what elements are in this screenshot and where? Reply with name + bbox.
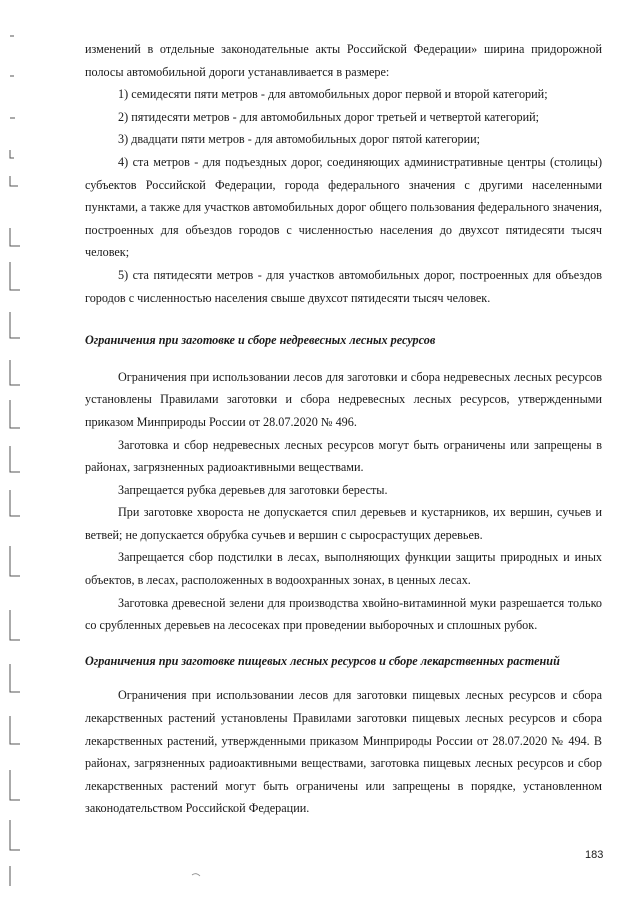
list-item: 3) двадцати пяти метров - для автомобильных дорог пятой категории; bbox=[118, 132, 481, 147]
binding-margin-marks bbox=[0, 0, 40, 905]
section-heading-food-resources: Ограничения при заготовке пищевых лесных ресурсов и сборе лекарственных растений bbox=[85, 653, 560, 668]
list-item: 4) ста метров - для подъездных дорог, соединяющих административные центры (столицы) субъектов Российской Федерации, города федерального значения с другими населенными пунктами, а также для участков автомобильных дорог общего пользования федерального значения, построенных для объездов городов с численностью населения до двухсот пятидесяти тысяч человек; bbox=[85, 154, 602, 260]
paragraph: Ограничения при использовании лесов для заготовки и сбора недревесных лесных ресурсов установлены Правилами заготовки и сбора недревесных лесных ресурсов, утвержденными приказом Минприроды России от 28.07.2020 № 496. bbox=[85, 369, 602, 429]
paragraph: При заготовке хвороста не допускается спил деревьев и кустарников, их вершин, сучьев и ветвей; не допускается обрубка сучьев и вершин с сыросрастущих деревьев. bbox=[85, 505, 602, 542]
paragraph: Заготовка древесной зелени для производства хвойно-витаминной муки разрешается только со срубленных деревьев на лесосеках при проведении выборочных и сплошных рубок. bbox=[85, 595, 602, 633]
paragraph: Заготовка и сбор недревесных лесных ресурсов могут быть ограничены или запрещены в районах, загрязненных радиоактивными веществами. bbox=[85, 437, 602, 475]
paragraph: Запрещается рубка деревьев для заготовки бересты. bbox=[118, 482, 388, 497]
page-number: 183 bbox=[585, 849, 604, 861]
paragraph: Ограничения при использовании лесов для заготовки пищевых лесных ресурсов и сбора лекарственных растений установлены Правилами заготовки пищевых лесных ресурсов и сбора лекарственных растений, утвержденными приказом Минприроды России от 28.07.2020 № 494. В районах, загрязненных радиоактивными веществами, заготовка пищевых лесных ресурсов и сбор лекарственных растений могут быть ограничены или запрещены в порядке, установленном законодательством Российской Федерации. bbox=[85, 688, 602, 816]
intro-paragraph: изменений в отдельные законодательные акты Российской Федерации» ширина придорожной полосы автомобильной дороги устанавливается в размере: bbox=[85, 42, 602, 79]
list-item: 2) пятидесяти метров - для автомобильных дорог третьей и четвертой категорий; bbox=[118, 109, 540, 124]
scan-speck-mark bbox=[190, 870, 230, 880]
list-item: 5) ста пятидесяти метров - для участков автомобильных дорог, построенных для объездов городов с численностью населения свыше двухсот пятидесяти тысяч человек. bbox=[85, 267, 602, 305]
paragraph: Запрещается сбор подстилки в лесах, выполняющих функции защиты природных и иных объектов, в лесах, расположенных в водоохранных зонах, в ценных лесах. bbox=[85, 550, 602, 588]
section-heading-non-timber: Ограничения при заготовке и сборе недревесных лесных ресурсов bbox=[85, 333, 436, 348]
document-body bbox=[85, 38, 602, 820]
list-item: 1) семидесяти пяти метров - для автомобильных дорог первой и второй категорий; bbox=[118, 87, 548, 102]
